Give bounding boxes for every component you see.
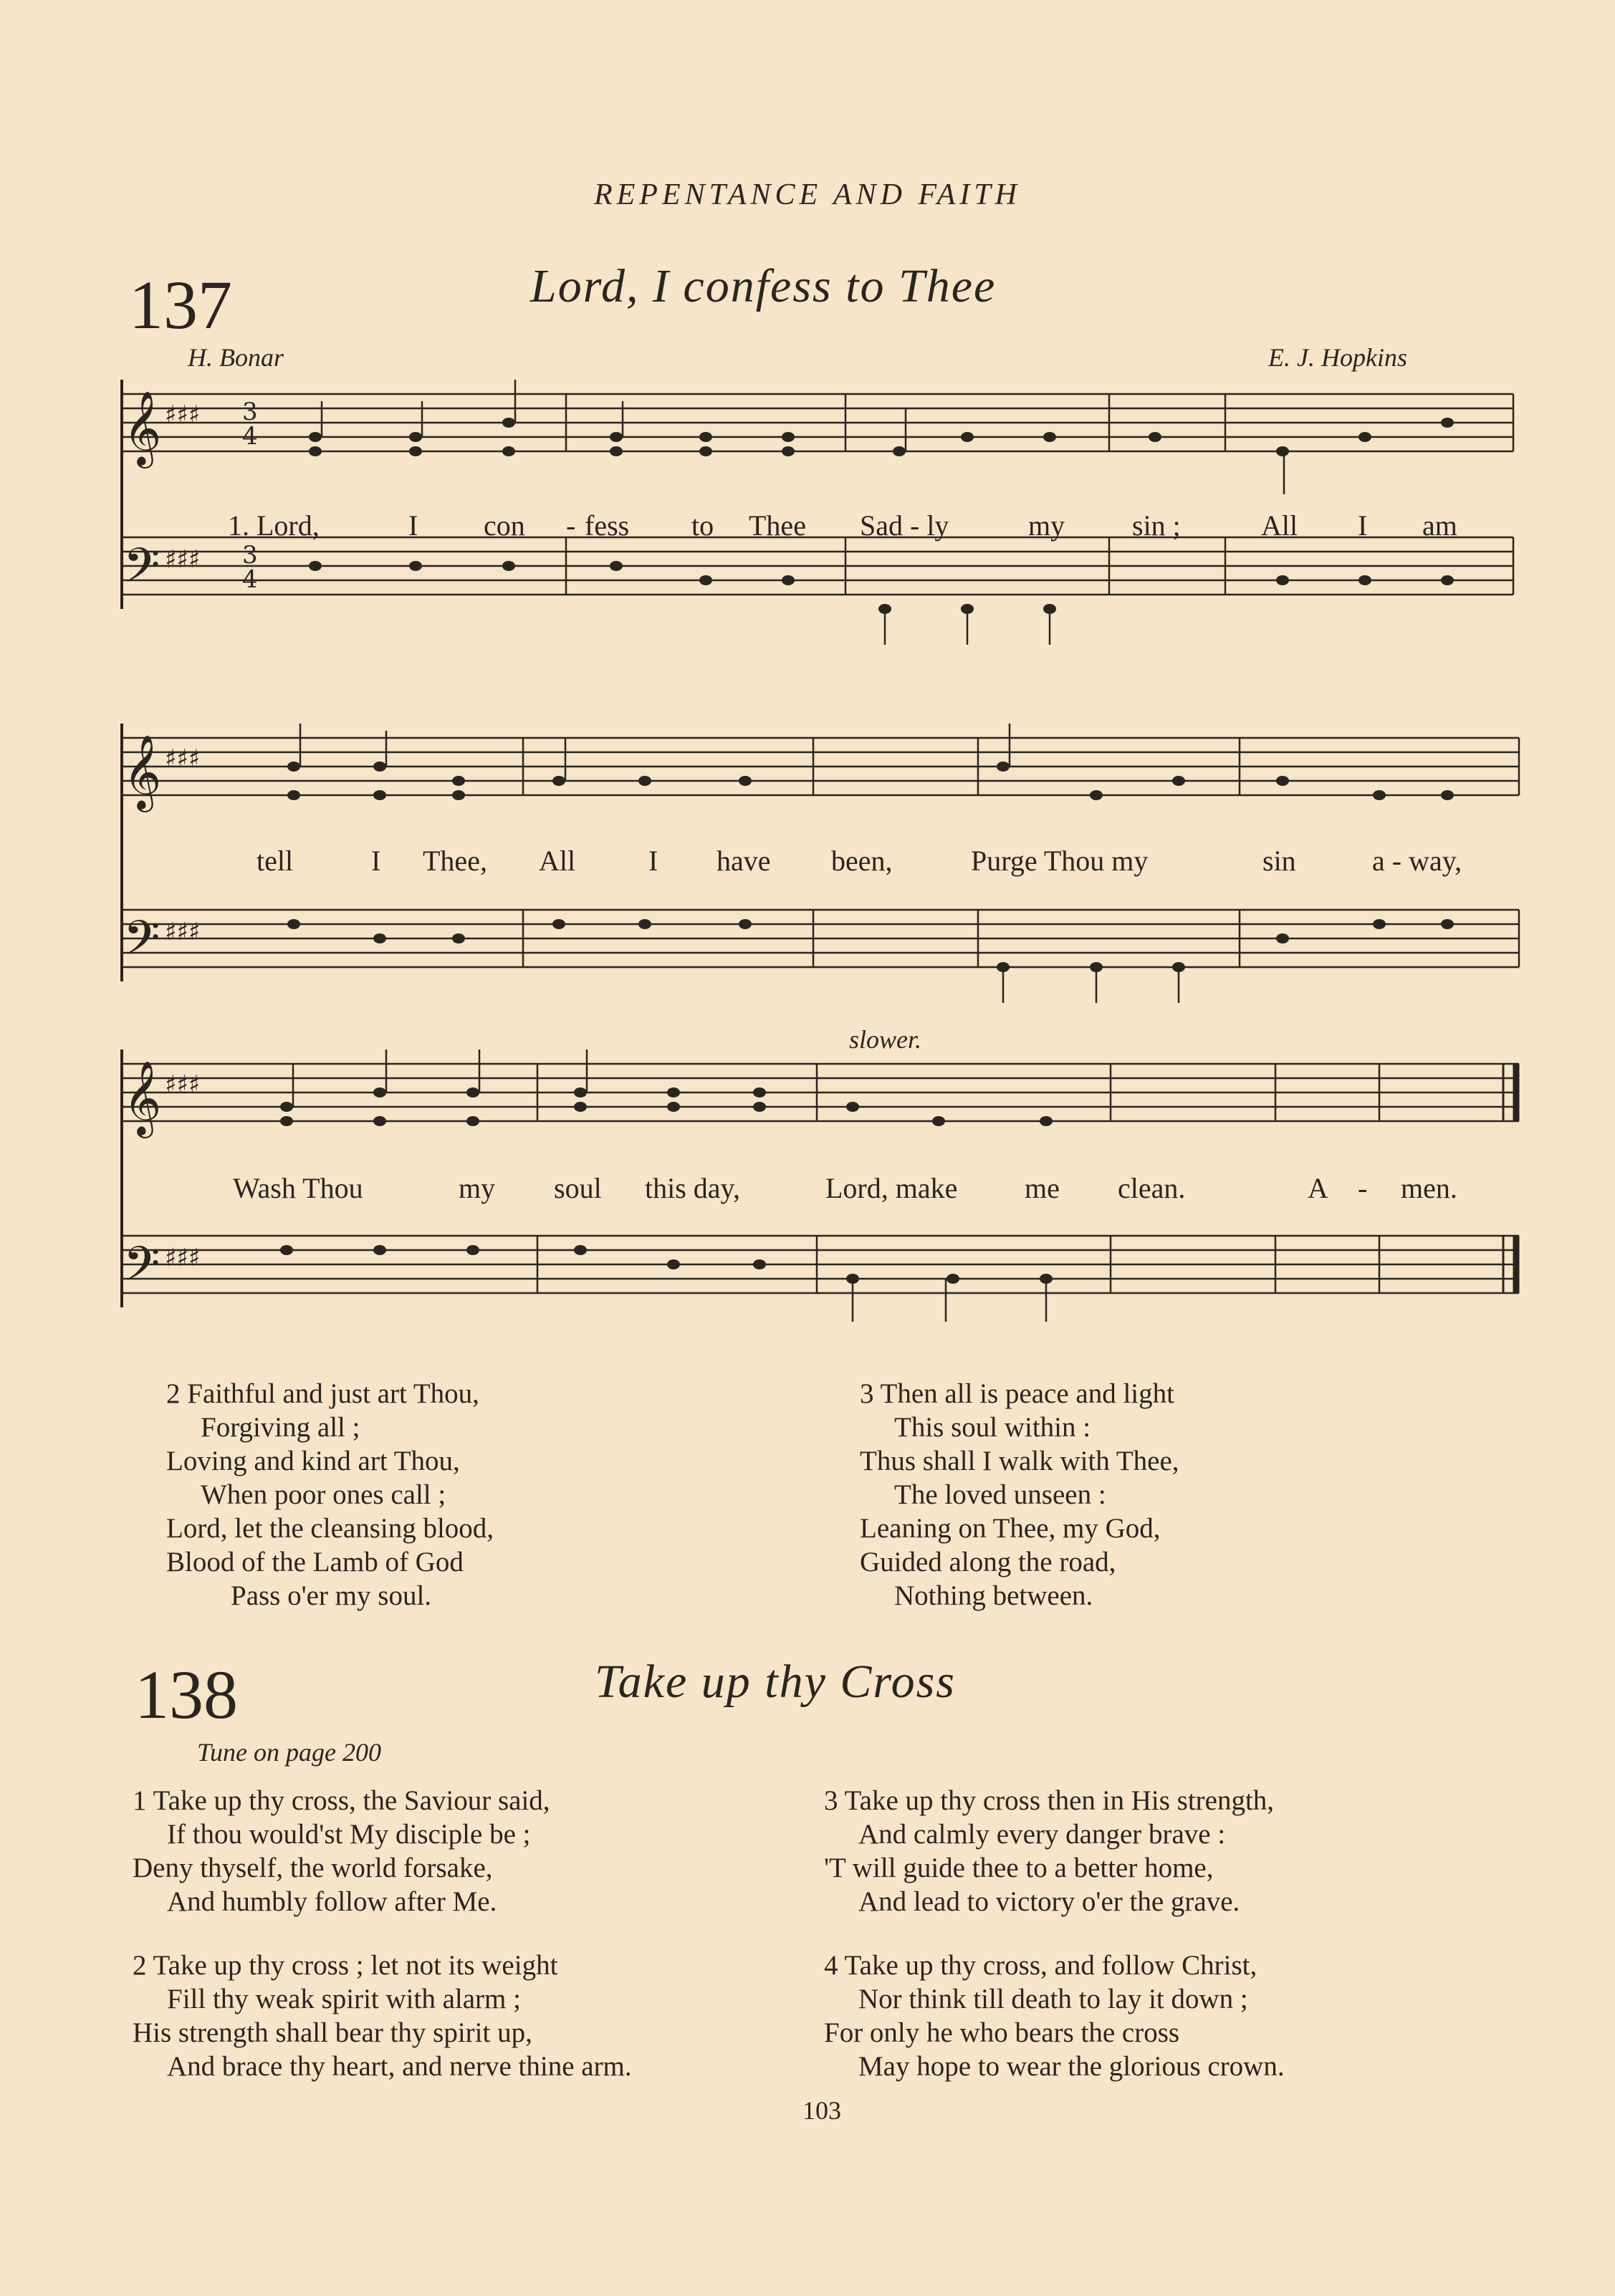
verse-line: Loving and kind art Thou, — [166, 1446, 460, 1476]
verse-line: 3 Then all is peace and light — [860, 1378, 1174, 1409]
svg-text:♯♯♯: ♯♯♯ — [165, 744, 201, 773]
lyrics-row-3 — [0, 1171, 1615, 1214]
verse-line: Nothing between. — [894, 1580, 1093, 1611]
hymn138-verse-4 — [824, 1949, 1285, 2083]
lyric-syllable: I — [648, 845, 658, 877]
tune-reference: Tune on page 200 — [197, 1738, 381, 1767]
svg-text:𝄞: 𝄞 — [123, 1060, 162, 1135]
composer-credit: E. J. Hopkins — [1268, 343, 1407, 372]
hymn-number-137: 137 — [129, 266, 232, 343]
hymn137-verse-3 — [860, 1377, 1179, 1613]
lyric-syllable: am — [1422, 509, 1457, 542]
verse-line: And lead to victory o'er the grave. — [858, 1886, 1240, 1917]
svg-text:♯♯♯: ♯♯♯ — [165, 545, 201, 574]
svg-text:4: 4 — [242, 565, 258, 594]
lyric-syllable: fess — [585, 509, 630, 542]
svg-text:♯♯♯: ♯♯♯ — [165, 918, 201, 946]
lyric-syllable: soul — [554, 1172, 602, 1204]
svg-text:♯♯♯: ♯♯♯ — [165, 1244, 201, 1272]
verse-line: 4 Take up thy cross, and follow Christ, — [824, 1950, 1257, 1981]
svg-text:𝄞: 𝄞 — [123, 734, 162, 810]
lyric-syllable: Sad - ly — [860, 509, 949, 542]
verse-line: 'T will guide thee to a better home, — [824, 1853, 1214, 1883]
lyric-syllable: I — [408, 509, 418, 542]
lyric-syllable: clean. — [1118, 1172, 1186, 1204]
tempo-marking: slower. — [849, 1025, 922, 1054]
lyric-syllable: - — [566, 509, 576, 542]
lyric-syllable: this day, — [645, 1172, 740, 1204]
svg-text:𝄞: 𝄞 — [123, 390, 162, 466]
svg-text:𝄢: 𝄢 — [123, 538, 160, 605]
verse-line: For only he who bears the cross — [824, 2017, 1180, 2048]
verse-line: The loved unseen : — [894, 1479, 1106, 1510]
lyrics-row-1 — [0, 509, 1615, 552]
lyric-syllable: my — [1028, 509, 1065, 542]
svg-text:3: 3 — [242, 398, 258, 426]
lyric-syllable: Thee, — [423, 845, 487, 877]
lyric-syllable: my — [459, 1172, 496, 1204]
verse-line: And calmly every danger brave : — [858, 1819, 1226, 1850]
lyric-syllable: - — [1358, 1172, 1368, 1204]
hymn138-verse-2 — [133, 1949, 632, 2083]
verse-line: This soul within : — [894, 1412, 1091, 1443]
lyric-syllable: Lord, make — [825, 1172, 958, 1204]
verse-line: 2 Take up thy cross ; let not its weight — [133, 1950, 558, 1981]
hymn-number-138: 138 — [135, 1656, 238, 1733]
lyric-syllable: tell — [257, 845, 294, 877]
svg-text:♯♯♯: ♯♯♯ — [165, 400, 201, 429]
lyric-syllable: I — [371, 845, 381, 877]
lyric-syllable: Wash Thou — [233, 1172, 363, 1204]
hymn137-verse-2 — [166, 1377, 494, 1613]
lyric-syllable: to — [691, 509, 714, 542]
verse-line: Pass o'er my soul. — [231, 1580, 432, 1611]
lyric-syllable: me — [1025, 1172, 1060, 1204]
verse-line: 1 Take up thy cross, the Saviour said, — [133, 1785, 550, 1816]
lyric-syllable: Purge Thou my — [971, 845, 1149, 877]
lyric-syllable: A — [1308, 1172, 1328, 1204]
lyric-syllable: been, — [831, 845, 893, 877]
lyric-syllable: 1. Lord, — [228, 509, 320, 542]
verse-line: Deny thyself, the world forsake, — [133, 1853, 493, 1883]
lyric-syllable: con — [484, 509, 525, 542]
svg-text:𝄢: 𝄢 — [123, 911, 160, 977]
verse-line: Forgiving all ; — [201, 1412, 360, 1443]
svg-text:𝄢: 𝄢 — [123, 1236, 160, 1303]
svg-text:4: 4 — [242, 422, 258, 451]
lyric-syllable: I — [1358, 509, 1368, 542]
verse-line: If thou would'st My disciple be ; — [167, 1819, 531, 1850]
verse-line: And brace thy heart, and nerve thine arm. — [167, 2051, 632, 2082]
verse-line: Nor think till death to lay it down ; — [858, 1984, 1248, 2014]
hymn138-verse-3 — [824, 1784, 1274, 1918]
verse-line: Leaning on Thee, my God, — [860, 1513, 1161, 1544]
lyrics-row-2 — [0, 844, 1615, 887]
verse-line: When poor ones call ; — [201, 1479, 446, 1510]
verse-line: Lord, let the cleansing blood, — [166, 1513, 494, 1544]
lyric-syllable: have — [717, 845, 771, 877]
lyric-syllable: sin — [1262, 845, 1296, 877]
verse-line: Fill thy weak spirit with alarm ; — [167, 1984, 521, 2014]
hymn-title-137: Lord, I confess to Thee — [530, 260, 997, 312]
hymn-title-138: Take up thy Cross — [595, 1656, 956, 1708]
verse-line: Guided along the road, — [860, 1547, 1116, 1577]
lyric-syllable: Thee — [749, 509, 806, 542]
lyric-syllable: sin ; — [1132, 509, 1181, 542]
verse-line: His strength shall bear thy spirit up, — [133, 2017, 532, 2048]
page-number: 103 — [802, 2096, 841, 2125]
verse-line: Thus shall I walk with Thee, — [860, 1446, 1179, 1476]
lyric-syllable: All — [539, 845, 576, 877]
svg-text:♯♯♯: ♯♯♯ — [165, 1070, 201, 1099]
verse-line: Blood of the Lamb of God — [166, 1547, 464, 1577]
lyric-syllable: men. — [1401, 1172, 1457, 1204]
verse-line: And humbly follow after Me. — [167, 1886, 497, 1917]
verse-line: 3 Take up thy cross then in His strength, — [824, 1785, 1275, 1816]
lyric-syllable: All — [1261, 509, 1298, 542]
svg-text:3: 3 — [242, 541, 258, 570]
section-header: REPENTANCE AND FAITH — [593, 178, 1022, 211]
lyric-syllable: a - way, — [1372, 845, 1462, 877]
verse-line: 2 Faithful and just art Thou, — [166, 1378, 479, 1409]
verse-line: May hope to wear the glorious crown. — [858, 2051, 1285, 2082]
author-credit: H. Bonar — [188, 343, 284, 372]
hymn138-verse-1 — [133, 1784, 550, 1918]
